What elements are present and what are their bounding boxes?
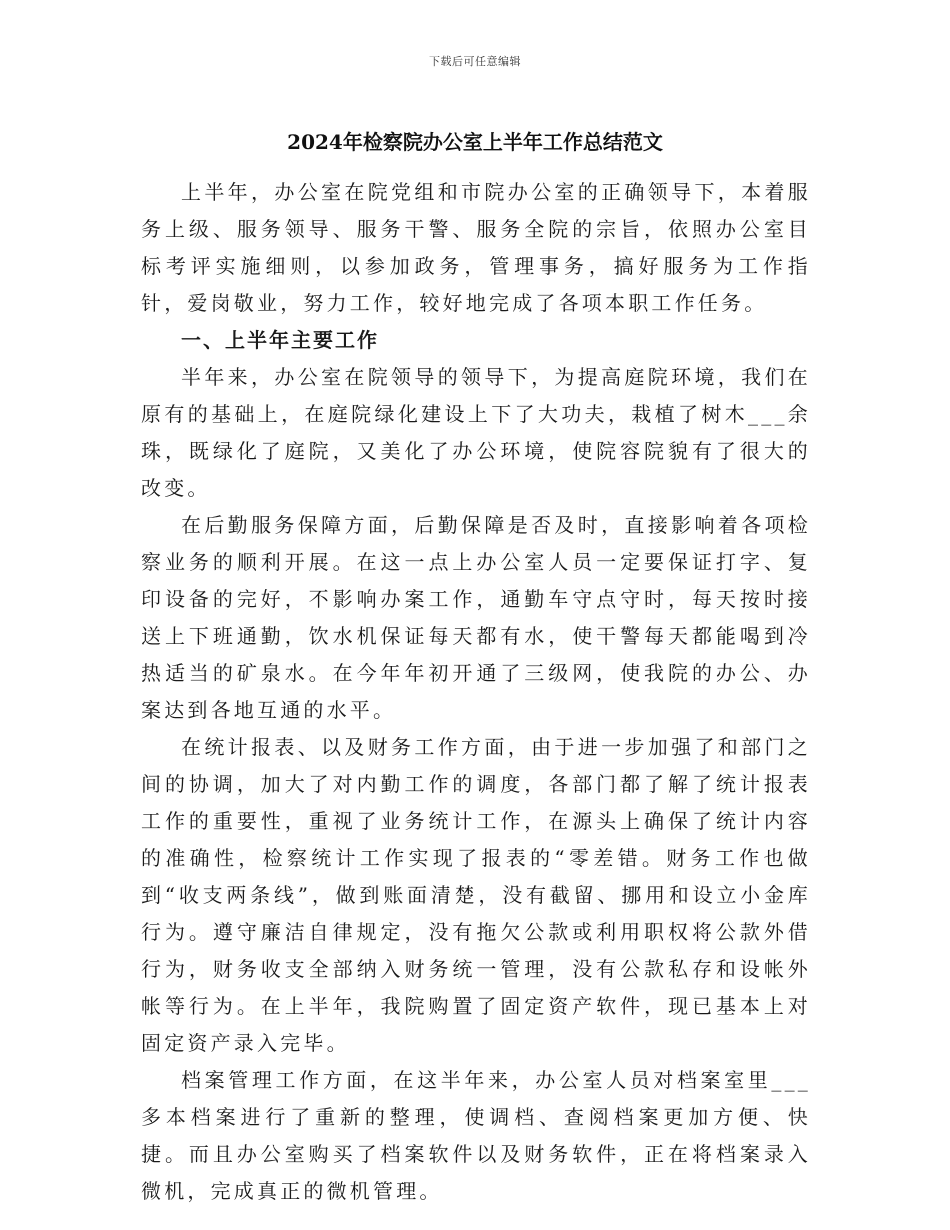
paragraph-logistics: 在后勤服务保障方面，后勤保障是否及时，直接影响着各项检察业务的顺利开展。在这一点上办公室人员一定要保证打字、复印设备的完好，不影响办案工作，通勤车守点守时，每天按时接送上下班通勤，饮水机保证每天都有水，使干警每天都能喝到冷热适当的矿泉水。在今年年初开通了三级网，使我院的办公、办案达到各地互通的水平。 xyxy=(141,513,811,722)
section-heading: 一、上半年主要工作 xyxy=(181,328,379,352)
paragraph-archives: 档案管理工作方面，在这半年来，办公室人员对档案室里___多本档案进行了重新的整理，使调档、查阅档案更加方便、快捷。而且办公室购买了档案软件以及财务软件，正在将档案录入微机，完成真正的微机管理。 xyxy=(141,1068,811,1203)
document-title: 2024年检察院办公室上半年工作总结范文 xyxy=(287,130,663,154)
paragraph-statistics-finance: 在统计报表、以及财务工作方面，由于进一步加强了和部门之间的协调，加大了对内勤工作的调度，各部门都了解了统计报表工作的重要性，重视了业务统计工作，在源头上确保了统计内容的准确性，检察统计工作实现了报表的“零差错。财务工作也做到“收支两条线”，做到账面清楚，没有截留、挪用和设立小金库行为。遵守廉洁自律规定，没有拖欠公款或利用职权将公款外借行为，财务收支全部纳入财务统一管理，没有公款私存和设帐外帐等行为。在上半年，我院购置了固定资产软件，现已基本上对固定资产录入完毕。 xyxy=(141,735,811,1055)
paragraph-greening: 半年来，办公室在院领导的领导下，为提高庭院环境，我们在原有的基础上，在庭院绿化建设上下了大功夫，栽植了树木___余珠，既绿化了庭院，又美化了办公环境，使院容院貌有了很大的改变。 xyxy=(141,365,811,500)
intro-paragraph: 上半年，办公室在院党组和市院办公室的正确领导下，本着服务上级、服务领导、服务干警、服务全院的宗旨，依照办公室目标考评实施细则，以参加政务，管理事务，搞好服务为工作指针，爱岗敬业，努力工作，较好地完成了各项本职工作任务。 xyxy=(141,180,811,315)
header-note: 下载后可任意编辑 xyxy=(429,55,521,68)
document-body xyxy=(141,174,811,1210)
